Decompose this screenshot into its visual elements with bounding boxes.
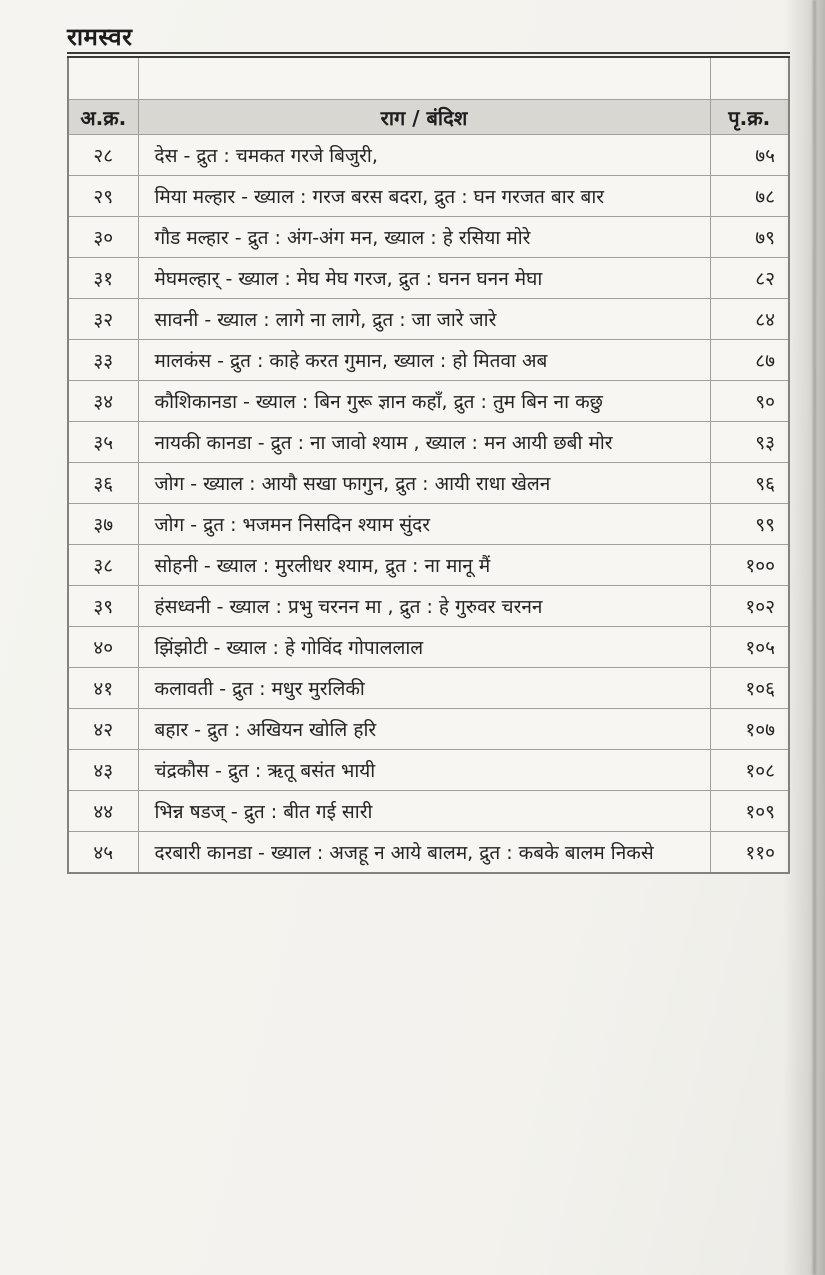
empty-cell bbox=[138, 55, 710, 100]
serial-number-cell: ३० bbox=[68, 217, 138, 258]
page-number-cell: १०० bbox=[710, 545, 789, 586]
serial-number-cell: ३७ bbox=[68, 504, 138, 545]
page-number-cell: १०५ bbox=[710, 627, 789, 668]
serial-number-cell: ३५ bbox=[68, 422, 138, 463]
page-number-cell: १०८ bbox=[710, 750, 789, 791]
empty-cell bbox=[710, 55, 789, 100]
serial-number-cell: ३१ bbox=[68, 258, 138, 299]
serial-number-cell: ४४ bbox=[68, 791, 138, 832]
table-row bbox=[68, 381, 789, 422]
serial-number-cell: ३६ bbox=[68, 463, 138, 504]
page-number-cell: ८२ bbox=[710, 258, 789, 299]
serial-number-cell: ४५ bbox=[68, 832, 138, 874]
table-row bbox=[68, 750, 789, 791]
serial-number-cell: ४१ bbox=[68, 668, 138, 709]
table-row bbox=[68, 422, 789, 463]
serial-number-cell: २९ bbox=[68, 176, 138, 217]
raga-bandish-cell: दरबारी कानडा - ख्याल : अजहू न आये बालम, द्रुत : कबके बालम निकसे bbox=[138, 832, 710, 874]
page-number-cell: ९६ bbox=[710, 463, 789, 504]
table-header-row bbox=[68, 100, 789, 135]
serial-number-cell: ४२ bbox=[68, 709, 138, 750]
raga-bandish-cell: देस - द्रुत : चमकत गरजे बिजुरी, bbox=[138, 135, 710, 176]
raga-bandish-cell: हंसध्वनी - ख्याल : प्रभु चरनन मा , द्रुत : हे गुरुवर चरनन bbox=[138, 586, 710, 627]
page-number-cell: ९९ bbox=[710, 504, 789, 545]
table-row bbox=[68, 504, 789, 545]
page-number-cell: १०९ bbox=[710, 791, 789, 832]
serial-number-cell: ३८ bbox=[68, 545, 138, 586]
header-raga-bandish: राग / बंदिश bbox=[138, 100, 710, 135]
raga-bandish-cell: जोग - द्रुत : भजमन निसदिन श्याम सुंदर bbox=[138, 504, 710, 545]
header-serial-number: अ.क्र. bbox=[68, 100, 138, 135]
raga-bandish-cell: कौशिकानडा - ख्याल : बिन गुरू ज्ञान कहाँ, द्रुत : तुम बिन ना कछु bbox=[138, 381, 710, 422]
serial-number-cell: २८ bbox=[68, 135, 138, 176]
serial-number-cell: ३४ bbox=[68, 381, 138, 422]
page-number-cell: ८४ bbox=[710, 299, 789, 340]
raga-bandish-cell: झिंझोटी - ख्याल : हे गोविंद गोपाललाल bbox=[138, 627, 710, 668]
page-number-cell: ११० bbox=[710, 832, 789, 874]
page-edge-line bbox=[813, 0, 816, 1275]
page-number-cell: ७८ bbox=[710, 176, 789, 217]
raga-bandish-cell: सोहनी - ख्याल : मुरलीधर श्याम, द्रुत : ना मानू मैं bbox=[138, 545, 710, 586]
table-row bbox=[68, 299, 789, 340]
page-number-cell: ७९ bbox=[710, 217, 789, 258]
serial-number-cell: ४० bbox=[68, 627, 138, 668]
table-row bbox=[68, 258, 789, 299]
empty-top-row bbox=[68, 55, 789, 100]
page-number-cell: ९३ bbox=[710, 422, 789, 463]
page-number-cell: १०२ bbox=[710, 586, 789, 627]
raga-bandish-cell: जोग - ख्याल : आयौ सखा फागुन, द्रुत : आयी राधा खेलन bbox=[138, 463, 710, 504]
table-row bbox=[68, 627, 789, 668]
page-number-cell: १०६ bbox=[710, 668, 789, 709]
table-row bbox=[68, 340, 789, 381]
raga-bandish-cell: मालकंस - द्रुत : काहे करत गुमान, ख्याल : हो मितवा अब bbox=[138, 340, 710, 381]
raga-bandish-cell: मेघमल्हार् - ख्याल : मेघ मेघ गरज, द्रुत : घनन घनन मेघा bbox=[138, 258, 710, 299]
raga-bandish-cell: मिया मल्हार - ख्याल : गरज बरस बदरा, द्रुत : घन गरजत बार बार bbox=[138, 176, 710, 217]
table-row bbox=[68, 463, 789, 504]
table-body bbox=[68, 135, 789, 874]
serial-number-cell: ३३ bbox=[68, 340, 138, 381]
table-row bbox=[68, 832, 789, 874]
raga-bandish-cell: सावनी - ख्याल : लागे ना लागे, द्रुत : जा जारे जारे bbox=[138, 299, 710, 340]
raga-bandish-cell: भिन्न षडज् - द्रुत : बीत गई सारी bbox=[138, 791, 710, 832]
header-page-number: पृ.क्र. bbox=[710, 100, 789, 135]
table-row bbox=[68, 135, 789, 176]
table-row bbox=[68, 176, 789, 217]
empty-cell bbox=[68, 55, 138, 100]
page-number-cell: ९० bbox=[710, 381, 789, 422]
serial-number-cell: ४३ bbox=[68, 750, 138, 791]
page-number-cell: १०७ bbox=[710, 709, 789, 750]
contents-table bbox=[67, 52, 790, 874]
table-row bbox=[68, 217, 789, 258]
table-row bbox=[68, 791, 789, 832]
raga-bandish-cell: बहार - द्रुत : अखियन खोलि हरि bbox=[138, 709, 710, 750]
book-title: रामस्वर bbox=[67, 23, 133, 51]
serial-number-cell: ३९ bbox=[68, 586, 138, 627]
page-number-cell: ८७ bbox=[710, 340, 789, 381]
table-row bbox=[68, 586, 789, 627]
page-number-cell: ७५ bbox=[710, 135, 789, 176]
raga-bandish-cell: नायकी कानडा - द्रुत : ना जावो श्याम , ख्याल : मन आयी छबी मोर bbox=[138, 422, 710, 463]
raga-bandish-cell: गौड मल्हार - द्रुत : अंग-अंग मन, ख्याल : हे रसिया मोरे bbox=[138, 217, 710, 258]
table-row bbox=[68, 709, 789, 750]
serial-number-cell: ३२ bbox=[68, 299, 138, 340]
raga-bandish-cell: चंद्रकौस - द्रुत : ऋतू बसंत भायी bbox=[138, 750, 710, 791]
table-row bbox=[68, 545, 789, 586]
table-row bbox=[68, 668, 789, 709]
raga-bandish-cell: कलावती - द्रुत : मधुर मुरलिकी bbox=[138, 668, 710, 709]
